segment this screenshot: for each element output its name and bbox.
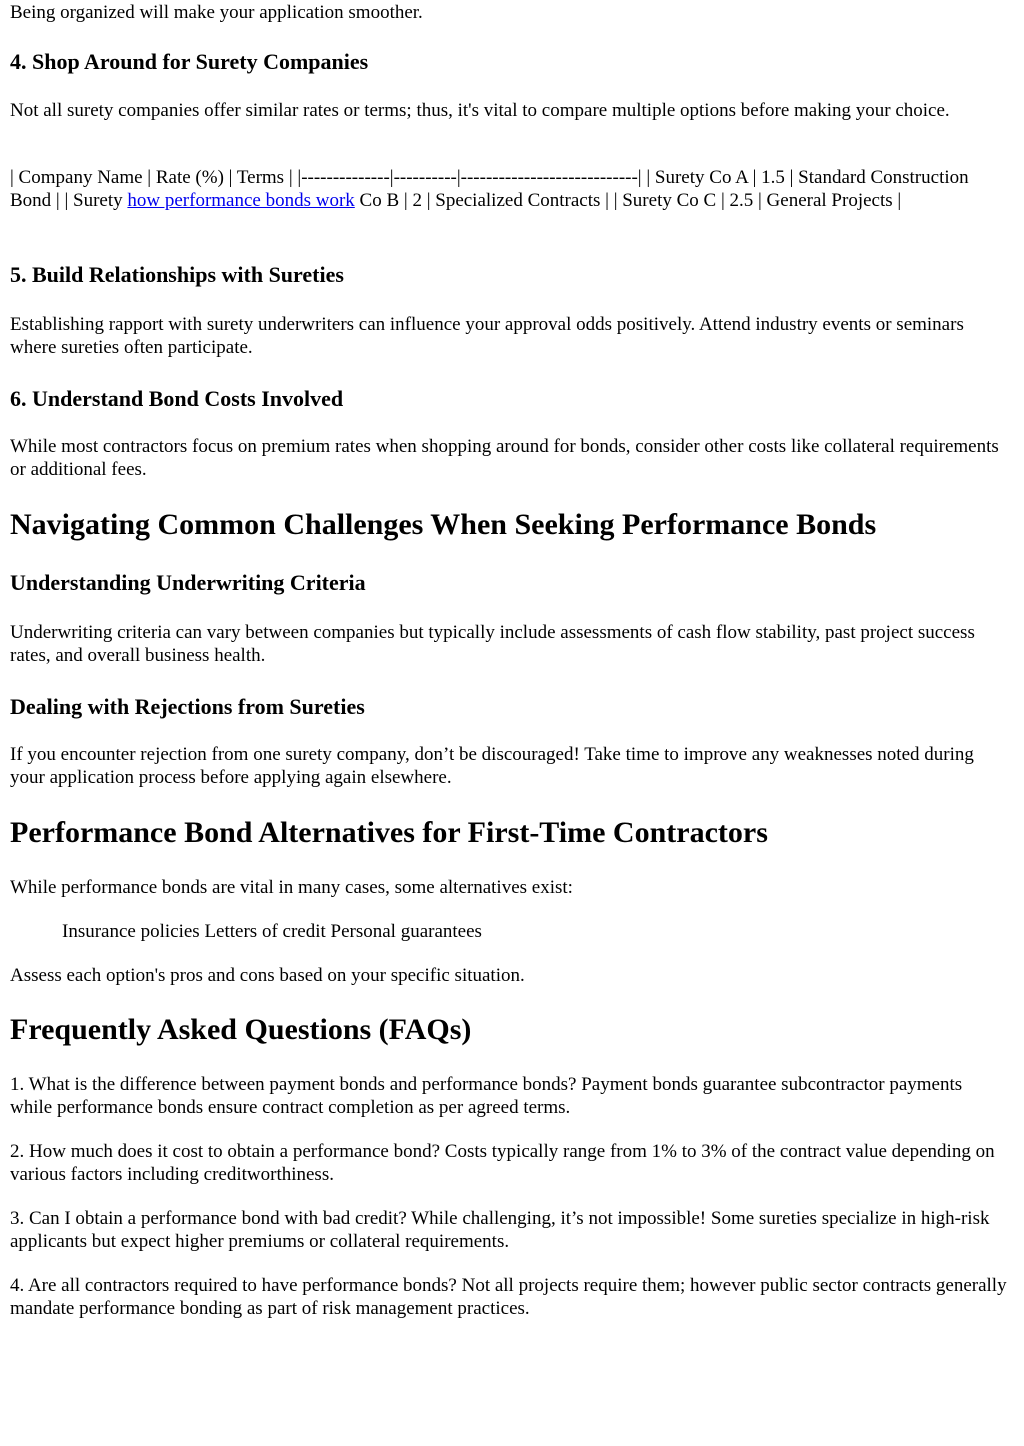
- faq-item: 2. How much does it cost to obtain a performance bond? Costs typically range from 1% to 3% of the contract value depending on various factors including creditworthiness.: [10, 1141, 995, 1185]
- costs-heading: 6. Understand Bond Costs Involved: [10, 386, 344, 411]
- costs-paragraph: While most contractors focus on premium rates when shopping around for bonds, consider other costs like collateral requirements or additional fees.: [10, 436, 999, 480]
- rates-table-text: [10, 166, 1014, 212]
- underwriting-heading: Understanding Underwriting Criteria: [10, 570, 366, 595]
- faq-item: 1. What is the difference between payment bonds and performance bonds? Payment bonds guarantee subcontractor payments while performance bonds ensure contract completion as per agreed terms.: [10, 1074, 963, 1118]
- faq-item: 3. Can I obtain a performance bond with bad credit? While challenging, it’s not impossible! Some sureties specialize in high-risk applicants but expect higher premiums or collateral requirements.: [10, 1208, 990, 1252]
- relationships-heading: 5. Build Relationships with Sureties: [10, 262, 344, 287]
- underwriting-paragraph: Underwriting criteria can vary between companies but typically include assessments of cash flow stability, past project success rates, and overall business health.: [10, 622, 975, 666]
- shop-heading: 4. Shop Around for Surety Companies: [10, 49, 369, 74]
- rejections-heading: Dealing with Rejections from Sureties: [10, 694, 365, 719]
- relationships-paragraph: Establishing rapport with surety underwriters can influence your approval odds positively. Attend industry events or seminars where sureties often participate.: [10, 314, 964, 358]
- rates-table-text-after: Co B | 2 | Specialized Contracts | | Surety Co C | 2.5 | General Projects |: [354, 190, 902, 211]
- rates-table-text-before: | Company Name | Rate (%) | Terms | |--------------|----------|----------------------------| | Surety Co A | 1.5 | Standard Construction Bond | | Surety: [10, 167, 969, 211]
- intro-paragraph: Being organized will make your application smoother.: [10, 2, 423, 23]
- alternatives-list: Insurance policies Letters of credit Personal guarantees: [62, 921, 482, 942]
- performance-bonds-link[interactable]: how performance bonds work: [127, 190, 355, 211]
- alternatives-intro: While performance bonds are vital in many cases, some alternatives exist:: [10, 877, 573, 898]
- shop-paragraph: Not all surety companies offer similar rates or terms; thus, it's vital to compare multiple options before making your choice.: [10, 100, 950, 121]
- rejections-paragraph: If you encounter rejection from one surety company, don’t be discouraged! Take time to improve any weaknesses noted during your application process before applying again elsewhere.: [10, 744, 974, 788]
- challenges-heading: Navigating Common Challenges When Seeking Performance Bonds: [10, 508, 877, 541]
- faq-heading: Frequently Asked Questions (FAQs): [10, 1013, 472, 1046]
- alternatives-heading: Performance Bond Alternatives for First-Time Contractors: [10, 816, 768, 849]
- faq-item: 4. Are all contractors required to have performance bonds? Not all projects require them; however public sector contracts generally mandate performance bonding as part of risk management practices.: [10, 1275, 1007, 1319]
- alternatives-outro: Assess each option's pros and cons based on your specific situation.: [10, 965, 525, 986]
